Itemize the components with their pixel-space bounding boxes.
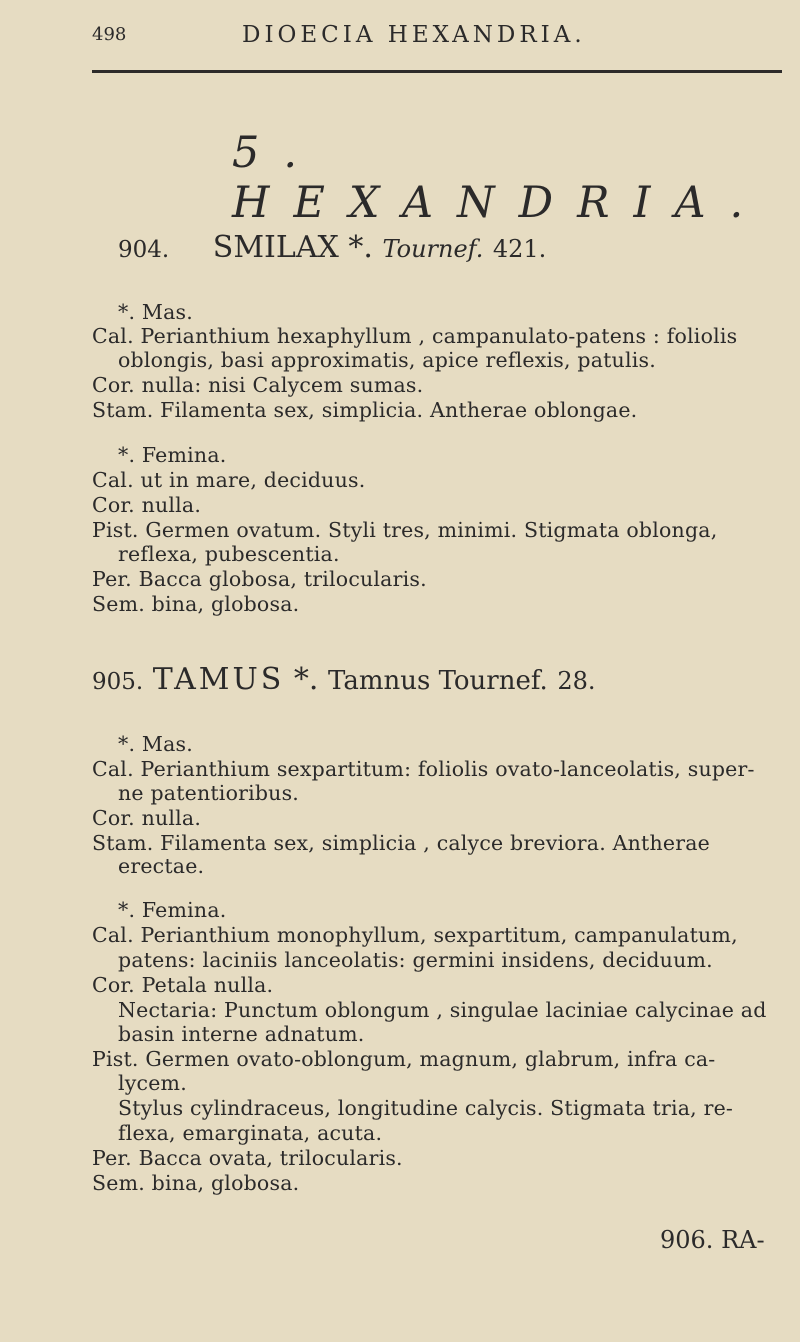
text-line: Per. Bacca ovata, trilocularis. [92, 1146, 403, 1170]
header-rule [92, 70, 782, 73]
text-line: *. Mas. [118, 300, 193, 324]
text-line: Cor. nulla: nisi Calycem sumas. [92, 373, 424, 397]
text-line: Stam. Filamenta sex, simplicia. Antherae oblongae. [92, 398, 638, 422]
text-line: Nectaria: Punctum oblongum , singulae laciniae calycinae ad [118, 998, 767, 1022]
text-line: Sem. bina, globosa. [92, 1171, 300, 1195]
text-line: patens: laciniis lanceolatis: germini insidens, deciduum. [118, 948, 713, 972]
text-line: Cal. Perianthium sexpartitum: foliolis ovato-lanceolatis, super- [92, 757, 755, 781]
text-line: basin interne adnatum. [118, 1022, 365, 1046]
page-number: 498 [92, 24, 127, 45]
running-title: DIOECIA HEXANDRIA. [242, 22, 586, 48]
genus-reference-number: 28. [557, 667, 596, 695]
genus-reference: Tournef. [382, 235, 484, 263]
text-line: Cor. nulla. [92, 493, 202, 517]
text-line: Per. Bacca globosa, trilocularis. [92, 567, 427, 591]
text-line: ne patentioribus. [118, 781, 300, 805]
genus-heading-smilax [118, 230, 546, 265]
text-line: *. Mas. [118, 732, 193, 756]
genus-mark: *. [348, 230, 373, 265]
entry-number: 905. [92, 669, 144, 695]
text-line: Pist. Germen ovatum. Styli tres, minimi. Stigmata oblonga, [92, 518, 718, 542]
text-line: lycem. [118, 1071, 187, 1095]
genus-reference: Tamnus Tournef. [328, 666, 548, 696]
text-line: *. Femina. [118, 898, 227, 922]
genus-reference-number: 421. [492, 235, 547, 263]
genus-heading-tamus [92, 662, 596, 697]
section-title: 5. HEXANDRIA. [232, 128, 768, 228]
text-line: Sem. bina, globosa. [92, 592, 300, 616]
text-line: *. Femina. [118, 443, 227, 467]
text-line: reflexa, pubescentia. [118, 542, 340, 566]
genus-name: SMILAX [212, 230, 339, 265]
genus-mark: *. [293, 662, 319, 697]
text-line: Cal. Perianthium monophyllum, sexpartitum, campanulatum, [92, 923, 738, 947]
text-line: Cor. nulla. [92, 806, 202, 830]
text-line: erectae. [118, 854, 205, 878]
text-line: Pist. Germen ovato-oblongum, magnum, glabrum, infra ca- [92, 1047, 716, 1071]
text-line: Cal. ut in mare, deciduus. [92, 468, 366, 492]
text-line: Stylus cylindraceus, longitudine calycis. Stigmata tria, re- [118, 1096, 734, 1120]
entry-number: 904. [118, 237, 170, 263]
text-line: Cor. Petala nulla. [92, 973, 274, 997]
text-line: Stam. Filamenta sex, simplicia , calyce breviora. Antherae [92, 831, 710, 855]
catchword: 906. RA- [660, 1226, 765, 1254]
text-line: Cal. Perianthium hexaphyllum , campanulato-patens : foliolis [92, 324, 738, 348]
genus-name: TAMUS [152, 662, 285, 697]
text-line: flexa, emarginata, acuta. [118, 1121, 383, 1145]
text-line: oblongis, basi approximatis, apice reflexis, patulis. [118, 348, 656, 372]
